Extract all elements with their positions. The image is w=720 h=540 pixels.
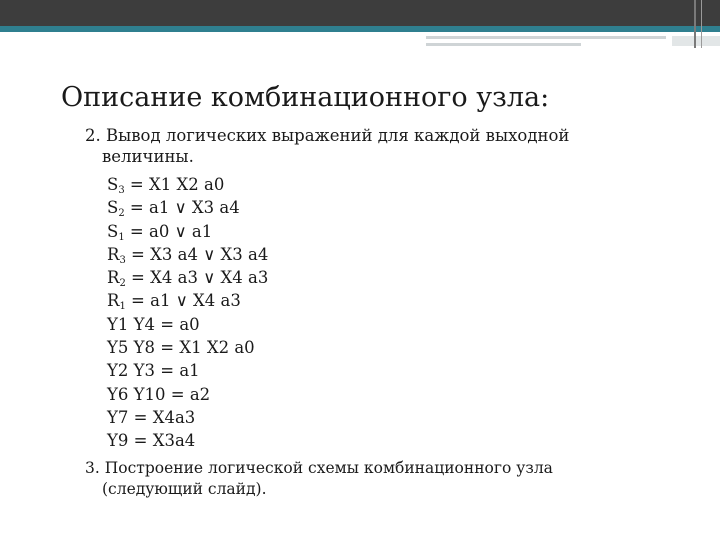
equation-var: R: [107, 291, 120, 311]
equation: [107, 406, 268, 429]
equation-var: S: [107, 175, 119, 194]
equation-expr: = a2: [165, 384, 211, 404]
equation-expr: = a0 ∨ a1: [124, 221, 213, 241]
equation-sub: 3: [118, 185, 125, 196]
equation-sub: 2: [119, 278, 126, 290]
equation: [107, 266, 268, 289]
equation-expr: = a1: [155, 361, 200, 381]
equation-expr: = a0: [155, 314, 200, 334]
equation: [107, 220, 268, 243]
equation-sub: 3: [119, 254, 126, 266]
equation-var: R: [107, 244, 120, 264]
equation: [107, 359, 268, 382]
equation: [107, 289, 268, 312]
equation-var: S: [107, 198, 119, 218]
equation-expr: = X1 X2 a0: [124, 175, 225, 194]
equation-sub: 1: [118, 231, 125, 243]
point-3: [85, 458, 553, 500]
equation-var: Y9: [107, 431, 129, 451]
equation-sub: 2: [118, 208, 125, 220]
equation-var: R: [107, 268, 120, 288]
equation: [107, 243, 268, 266]
equation-expr: = X4a3: [128, 407, 196, 427]
point-3-line2: (следующий слайд).: [102, 480, 267, 498]
slide-title: Описание комбинационного узла:: [61, 82, 550, 113]
point-2-line1: 2. Вывод логических выражений для каждой выходной: [85, 126, 570, 145]
equation: [107, 336, 268, 359]
equation-var: Y5 Y8: [107, 338, 156, 358]
point-2: [85, 125, 569, 167]
equations-list: [107, 173, 268, 453]
equation-var: S: [107, 221, 119, 241]
equation-expr: = X3a4: [128, 431, 196, 451]
equation-var: Y7: [107, 407, 129, 427]
equation: [107, 383, 268, 406]
point-3-line1: 3. Построение логической схемы комбинационного узла: [85, 459, 553, 477]
equation: [107, 429, 268, 452]
equation-expr: = X3 a4 ∨ X3 a4: [125, 244, 269, 264]
equation-expr: = a1 ∨ X4 a3: [125, 291, 241, 311]
equation: [107, 173, 268, 196]
equation: [107, 196, 268, 219]
equation-expr: = X1 X2 a0: [155, 338, 255, 358]
equation-var: Y6 Y10: [107, 384, 166, 404]
equation-expr: = a1 ∨ X3 a4: [124, 198, 240, 218]
equation-var: Y1 Y4: [107, 314, 156, 334]
equation: [107, 313, 268, 336]
point-2-line2: величины.: [102, 147, 194, 166]
equation-sub: 1: [119, 301, 126, 313]
equation-expr: = X4 a3 ∨ X4 a3: [125, 268, 269, 288]
equation-var: Y2 Y3: [107, 361, 156, 381]
